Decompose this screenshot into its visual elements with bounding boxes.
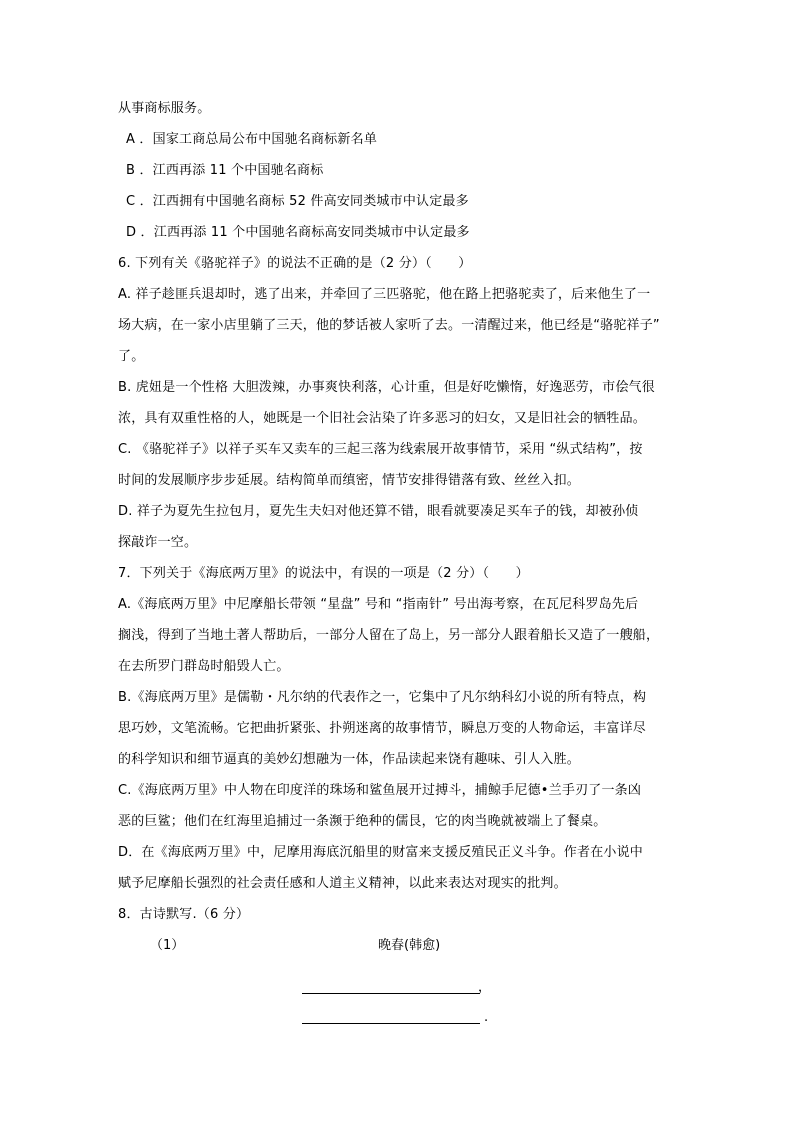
q6-text-line: 场大病，在一家小店里躺了三天，他的梦话被人家听了去。一清醒过来，他已经是“骆驼祥子” [118, 318, 660, 333]
q7-text-line: C.《海底两万里》中人物在印度洋的珠场和鲨鱼展开过搏斗，捕鲸手尼德•兰手刃了一条凶 [118, 783, 642, 798]
q7-text-line: 思巧妙，文笔流畅。它把曲折紧张、扑朔迷离的故事情节，瞬息万变的人物命运，丰富详尽 [118, 721, 647, 736]
poem-header [118, 935, 680, 973]
q7-text-line: 恶的巨鲨；他们在红海里追捕过一条濒于绝种的儒艮，它的肉当晚就被端上了餐桌。 [118, 814, 607, 829]
q6-text-line: 浓，具有双重性格的人，她既是一个旧社会沾染了许多恶习的妇女，又是旧社会的牺牲品。 [118, 411, 647, 426]
q7-text-line: A.《海底两万里》中尼摩船长带领 “星盘” 号和 “指南针” 号出海考察，在瓦尼科罗岛先后 [118, 597, 639, 612]
poem-title: 晚春(韩愈) [378, 938, 441, 953]
q5-stem-tail: 从事商标服务。 [118, 101, 211, 116]
q6-stem: 6. 下列有关《骆驼祥子》的说法不正确的是（2 分）（ ） [118, 256, 472, 271]
q7-text-line: B.《海底两万里》是儒勒・凡尔纳的代表作之一，它集中了凡尔纳科幻小说的所有特点，构 [118, 690, 647, 705]
q6-text-line: A. 祥子趁匪兵退却时，逃了出来，并牵回了三匹骆驼，他在路上把骆驼卖了，后来他生了一 [118, 287, 651, 302]
q7-text-line: 赋予尼摩船长强烈的社会责任感和人道主义精神，以此来表达对现实的批判。 [118, 876, 567, 891]
blank-punctuation-period: . [484, 1010, 489, 1025]
answer-blank-row [118, 1003, 680, 1033]
poem-item-number: （1） [150, 938, 185, 953]
q6-text-line: 了。 [118, 349, 145, 364]
q7-stem: 7．下列关于《海底两万里》的说法中，有误的一项是（2 分）（ ） [118, 566, 529, 581]
q6-text-line: 时间的发展顺序步步延展。结构简单而缜密，情节安排得错落有致、丝丝入扣。 [118, 473, 581, 488]
answer-blank-1[interactable] [302, 993, 480, 994]
q6-text-line: 探敲诈一空。 [118, 535, 198, 550]
answer-blank-row [118, 973, 680, 1003]
q7-text-line: 搁浅，得到了当地土著人帮助后，一部分人留在了岛上，另一部分人跟着船长又造了一艘船， [118, 628, 660, 643]
q7-text-line: D．在《海底两万里》中，尼摩用海底沉船里的财富来支援反殖民正义斗争。作者在小说中 [118, 845, 644, 860]
q5-option-c: C ．江西拥有中国驰名商标 52 件高安同类城市中认定最多 [126, 194, 469, 209]
q6-text-line: B. 虎妞是一个性格 大胆泼辣，办事爽快利落，心计重，但是好吃懒惰，好逸恶劳，市侩气很 [118, 380, 655, 395]
q5-option-d: D ．江西再添 11 个中国驰名商标高安同类城市中认定最多 [126, 225, 470, 240]
exam-page [118, 98, 680, 1033]
q7-text-line: 的科学知识和细节逼真的美妙幻想融为一体，作品读起来饶有趣味、引人入胜。 [118, 752, 581, 767]
answer-blank-2[interactable] [302, 1023, 480, 1024]
blank-punctuation-comma: ， [478, 980, 492, 995]
q6-text-line: C. 《骆驼祥子》以祥子买车又卖车的三起三落为线索展开故事情节，采用 “纵式结构”，按 [118, 442, 643, 457]
q7-text-line: 在去所罗门群岛时船毁人亡。 [118, 659, 290, 674]
q6-text-line: D. 祥子为夏先生拉包月，夏先生夫妇对他还算不错，眼看就要凑足买车子的钱，却被孙侦 [118, 504, 639, 519]
q5-option-a: A ．国家工商总局公布中国驰名商标新名单 [126, 132, 378, 147]
q8-stem: 8．古诗默写.（6 分） [118, 907, 250, 922]
q5-option-b: B ．江西再添 11 个中国驰名商标 [126, 163, 324, 178]
